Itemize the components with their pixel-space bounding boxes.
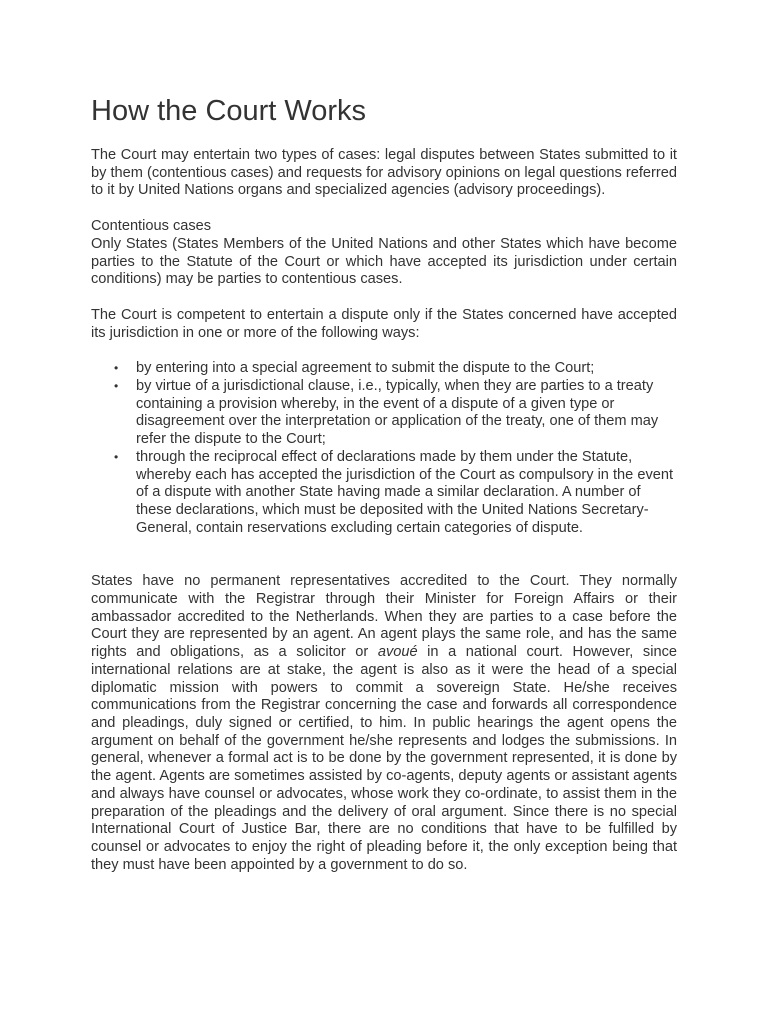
page-title: How the Court Works bbox=[91, 95, 367, 127]
list-item-text: by virtue of a jurisdictional clause, i.e., typically, when they are parties to a treaty containing a provision whereby, in the event of a dispute of a given type or disagreement over the interpretation or application of the treaty, one of them may refer the dispute to the Court; bbox=[136, 378, 659, 448]
competence-paragraph: The Court is competent to entertain a dispute only if the States concerned have accepted its jurisdiction in one or more of the following ways: bbox=[91, 306, 677, 341]
list-item bbox=[114, 448, 677, 538]
bullet-icon: • bbox=[114, 449, 119, 464]
intro-paragraph: The Court may entertain two types of cases: legal disputes between States submitted to it by them (contentious cases) and requests for advisory opinions on legal questions referred to it by United Nations organs and specialized agencies (advisory proceedings). bbox=[91, 147, 677, 199]
representation-text-start: States have no permanent representatives accredited to the Court. They normally communicate with the Registrar through their Minister for Foreign Affairs or their ambassador accredited to the Netherlands. When they are parties to a case before the Court they are represented by an agent. An agent plays the same role, and has the same rights and obligations, as a solicitor or bbox=[91, 573, 677, 661]
list-item-text: by entering into a special agreement to submit the dispute to the Court; bbox=[136, 360, 595, 377]
bullet-icon: • bbox=[114, 361, 119, 376]
document-page bbox=[91, 92, 677, 874]
contentious-cases-paragraph: Only States (States Members of the United Nations and other States which have become parties to the Statute of the Court or which have accepted its jurisdiction under certain conditions) may be parties to contentious cases. bbox=[91, 235, 677, 288]
representation-paragraph bbox=[91, 573, 677, 874]
list-item bbox=[114, 378, 677, 449]
jurisdiction-ways-list bbox=[91, 360, 677, 537]
contentious-cases-heading: Contentious cases bbox=[91, 218, 212, 235]
bullet-icon: • bbox=[114, 379, 119, 394]
list-item bbox=[114, 360, 677, 378]
representation-text-end: in a national court. However, since international relations are at stake, the agent is also as it were the head of a special diplomatic mission with powers to commit a sovereign State. He/she receives communications from the Registrar concerning the case and forwards all correspondence and pleadings, duly signed or certified, to him. In public hearings the agent opens the argument on behalf of the government he/she represents and lodges the submissions. In general, whenever a formal act is to be done by the government represented, it is done by the agent. Agents are sometimes assisted by co-agents, deputy agents or assistant agents and always have counsel or advocates, whose work they co-ordinate, to assist them in the preparation of the pleadings and the delivery of oral argument. Since there is no special International Court of Justice Bar, there are no conditions that have to be fulfilled by counsel or advocates to enjoy the right of pleading before it, the only exception being that they must have been appointed by a government to do so. bbox=[91, 644, 677, 873]
representation-italic-term: avoué bbox=[377, 644, 418, 661]
list-item-text: through the reciprocal effect of declarations made by them under the Statute, whereby each has accepted the jurisdiction of the Court as compulsory in the event of a dispute with another State having made a similar declaration. A number of these declarations, which must be deposited with the United Nations Secretary-General, contain reservations excluding certain categories of dispute. bbox=[136, 448, 674, 536]
